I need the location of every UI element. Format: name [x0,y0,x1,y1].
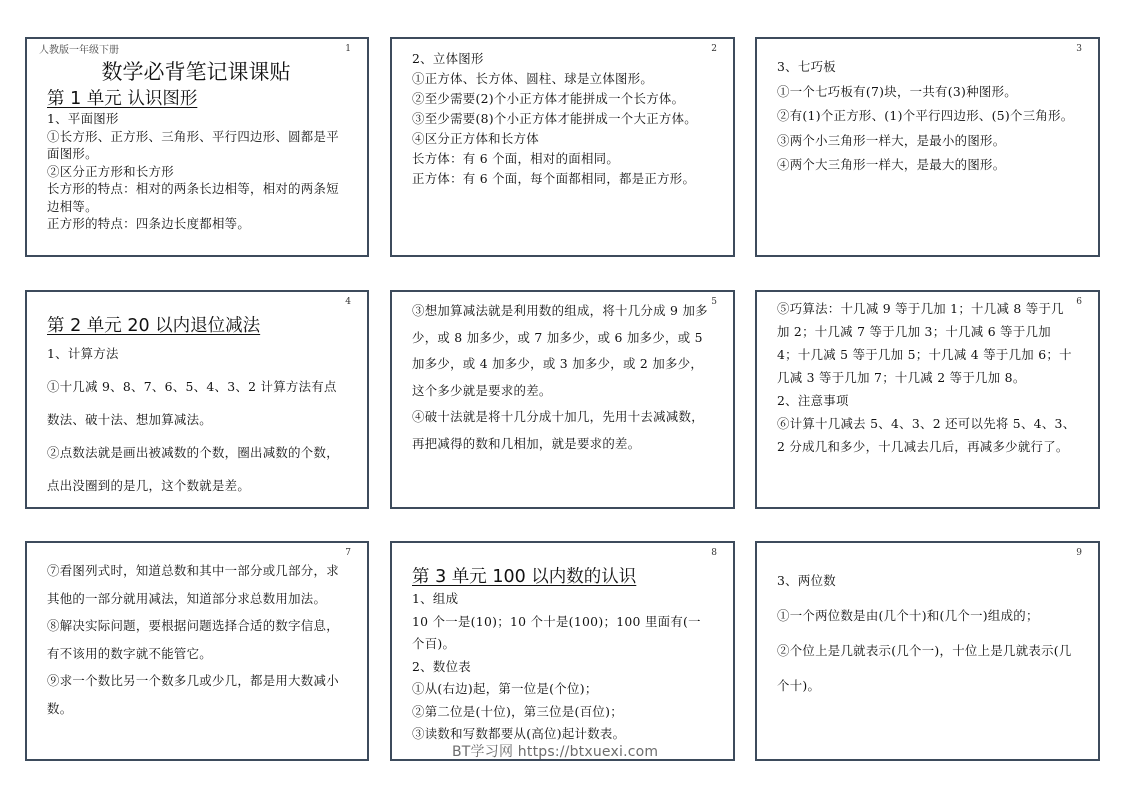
page-number: 3 [1076,44,1082,54]
note-line: 正方形的特点：四条边长度都相等。 [47,216,251,231]
note-line: ①十几减 9、8、7、6、5、4、3、2 计算方法有点数法、破十法、想加算减法。 [47,379,337,427]
note-card-4 [25,290,369,509]
note-line: ⑥计算十几减去 5、4、3、2 还可以先将 5、4、3、2 分成几和多少，十几减去几后，再减多少就行了。 [777,416,1076,454]
note-line: ②有(1)个正方形、(1)个平行四边形、(5)个三角形。 [777,108,1074,123]
watermark: BT学习网 https://btxuexi.com [452,744,659,760]
note-line: 2、立体图形 [412,51,484,66]
page-number: 1 [345,44,351,54]
page-number: 5 [711,297,717,307]
note-line: 长方体：有 6 个面，相对的面相同。 [412,151,620,166]
note-card-6 [755,290,1100,509]
note-card-2 [390,37,735,257]
page-number: 2 [711,44,717,54]
note-line: ②至少需要(2)个小正方体才能拼成一个长方体。 [412,91,685,106]
note-card-1 [25,37,369,257]
unit-title: 第 3 单元 100 以内数的认识 [412,567,637,587]
note-line: ⑨求一个数比另一个数多几或少几，都是用大数减小数。 [47,673,339,716]
page-number: 6 [1076,297,1082,307]
note-card-9 [755,541,1100,761]
note-line: ①从(右边)起，第一位是(个位)； [412,681,598,696]
note-line: 3、七巧板 [777,59,836,74]
page-number: 8 [711,548,717,558]
page-number: 9 [1076,548,1082,558]
note-line: ④区分正方体和长方体 [412,131,539,146]
note-card-8 [390,541,735,761]
note-line: 3、两位数 [777,573,836,588]
note-line: ⑤巧算法：十几减 9 等于几加 1；十几减 8 等于几加 2；十几减 7 等于几加 3；十几减 6 等于几加 4；十几减 5 等于几加 5；十几减 4 等于几加 6；十几减 3 等于几加 7；十几减 2 等于几加 8。 [777,301,1072,385]
note-line: 正方体：有 6 个面，每个面都相同，都是正方形。 [412,171,696,186]
note-line: ③读数和写数都要从(高位)起计数表。 [412,726,626,741]
note-line: ①一个七巧板有(7)块，一共有(3)种图形。 [777,83,1017,99]
note-line: ②区分正方形和长方形 [47,163,174,179]
note-line: ②点数法就是画出被减数的个数，圈出减数的个数，点出没圈到的是几，这个数就是差。 [47,445,339,493]
document-title: 数学必背笔记课课贴 [101,60,291,84]
note-line: 1、平面图形 [47,111,119,126]
note-line: ⑧解决实际问题，要根据问题选择合适的数字信息，有不该用的数字就不能管它。 [47,618,339,661]
note-line: ③至少需要(8)个小正方体才能拼成一个大正方体。 [412,111,697,126]
note-card-3 [755,37,1100,257]
note-line: ①长方形、正方形、三角形、平行四边形、圆都是平面图形。 [47,128,339,161]
note-line: ③想加算减法就是利用数的组成，将十几分成 9 加多少，或 8 加多少，或 7 加多少，或 6 加多少，或 5 加多少，或 4 加多少，或 3 加多少，或 2 加多少，这个多少就是要求的差。 [412,303,708,398]
note-line: ②个位上是几就表示(几个一)，十位上是几就表示(几个十)。 [777,643,1072,693]
unit-title: 第 2 单元 20 以内退位减法 [47,316,261,336]
note-line: ①一个两位数是由(几个十)和(几个一)组成的； [777,608,1039,623]
note-line: 1、组成 [412,591,459,606]
note-line: 长方形的特点：相对的两条长边相等，相对的两条短边相等。 [47,181,339,214]
note-line: ④破十法就是将十几分成十加几，先用十去减减数，再把减得的数和几相加，就是要求的差。 [412,409,704,451]
note-line: ①正方体、长方体、圆柱、球是立体图形。 [412,71,654,86]
note-line: ⑦看图列式时，知道总数和其中一部分或几部分，求其他的一部分就用减法，知道部分求总数用加法。 [47,563,339,606]
unit-title: 第 1 单元 认识图形 [47,89,198,109]
note-line: 1、计算方法 [47,346,119,361]
note-line: 2、数位表 [412,658,471,674]
note-line: ②第二位是(十位)，第三位是(百位)； [412,703,623,719]
note-line: 10 个一是(10)；10 个十是(100)；100 里面有(一个百)。 [412,613,701,651]
note-card-5 [390,290,735,509]
note-line: 2、注意事项 [777,393,849,408]
note-card-7 [25,541,369,761]
page-number: 4 [345,297,351,307]
note-line: ③两个小三角形一样大，是最小的图形。 [777,132,1006,148]
page-number: 7 [345,548,351,558]
edition-label: 人教版一年级下册 [39,45,119,56]
note-line: ④两个大三角形一样大，是最大的图形。 [777,157,1006,172]
